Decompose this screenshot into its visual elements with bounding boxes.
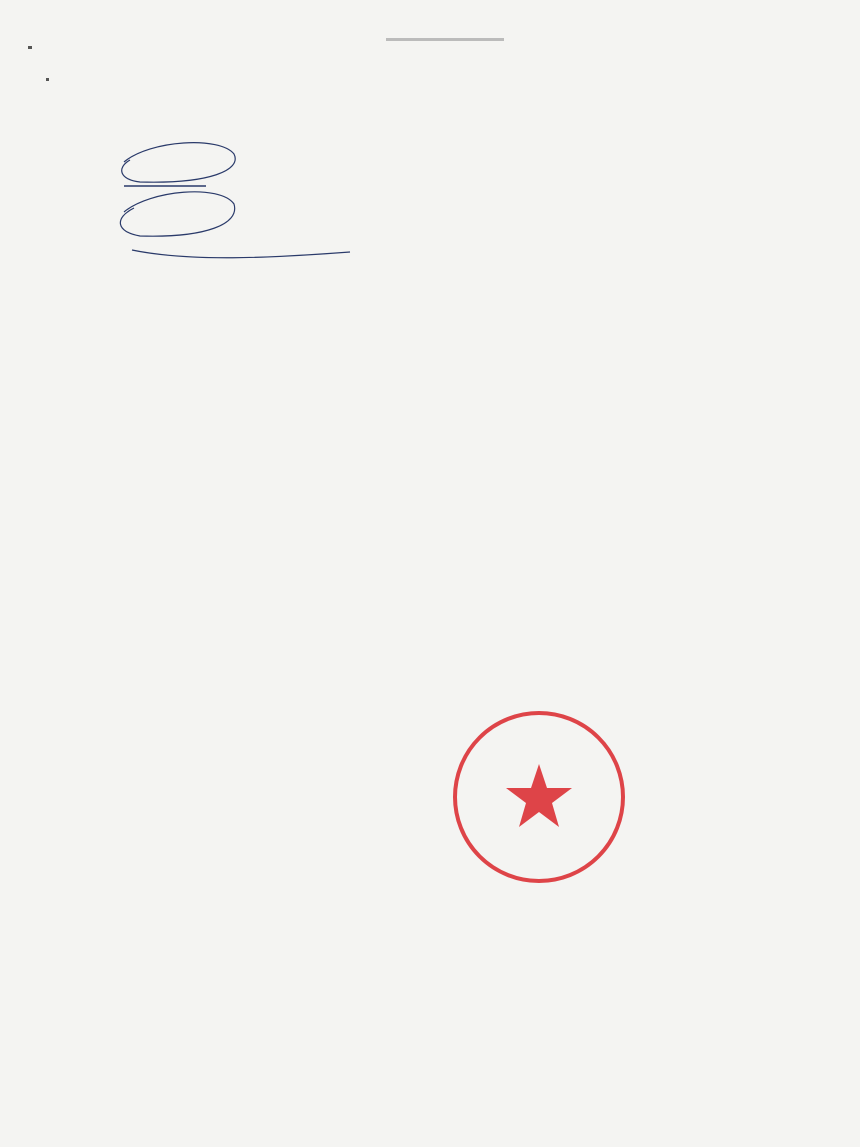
scan-mark xyxy=(28,46,32,49)
pencil-scribble xyxy=(110,120,410,280)
scan-mark xyxy=(46,78,49,81)
official-seal xyxy=(448,706,630,888)
scan-mark xyxy=(386,38,504,41)
